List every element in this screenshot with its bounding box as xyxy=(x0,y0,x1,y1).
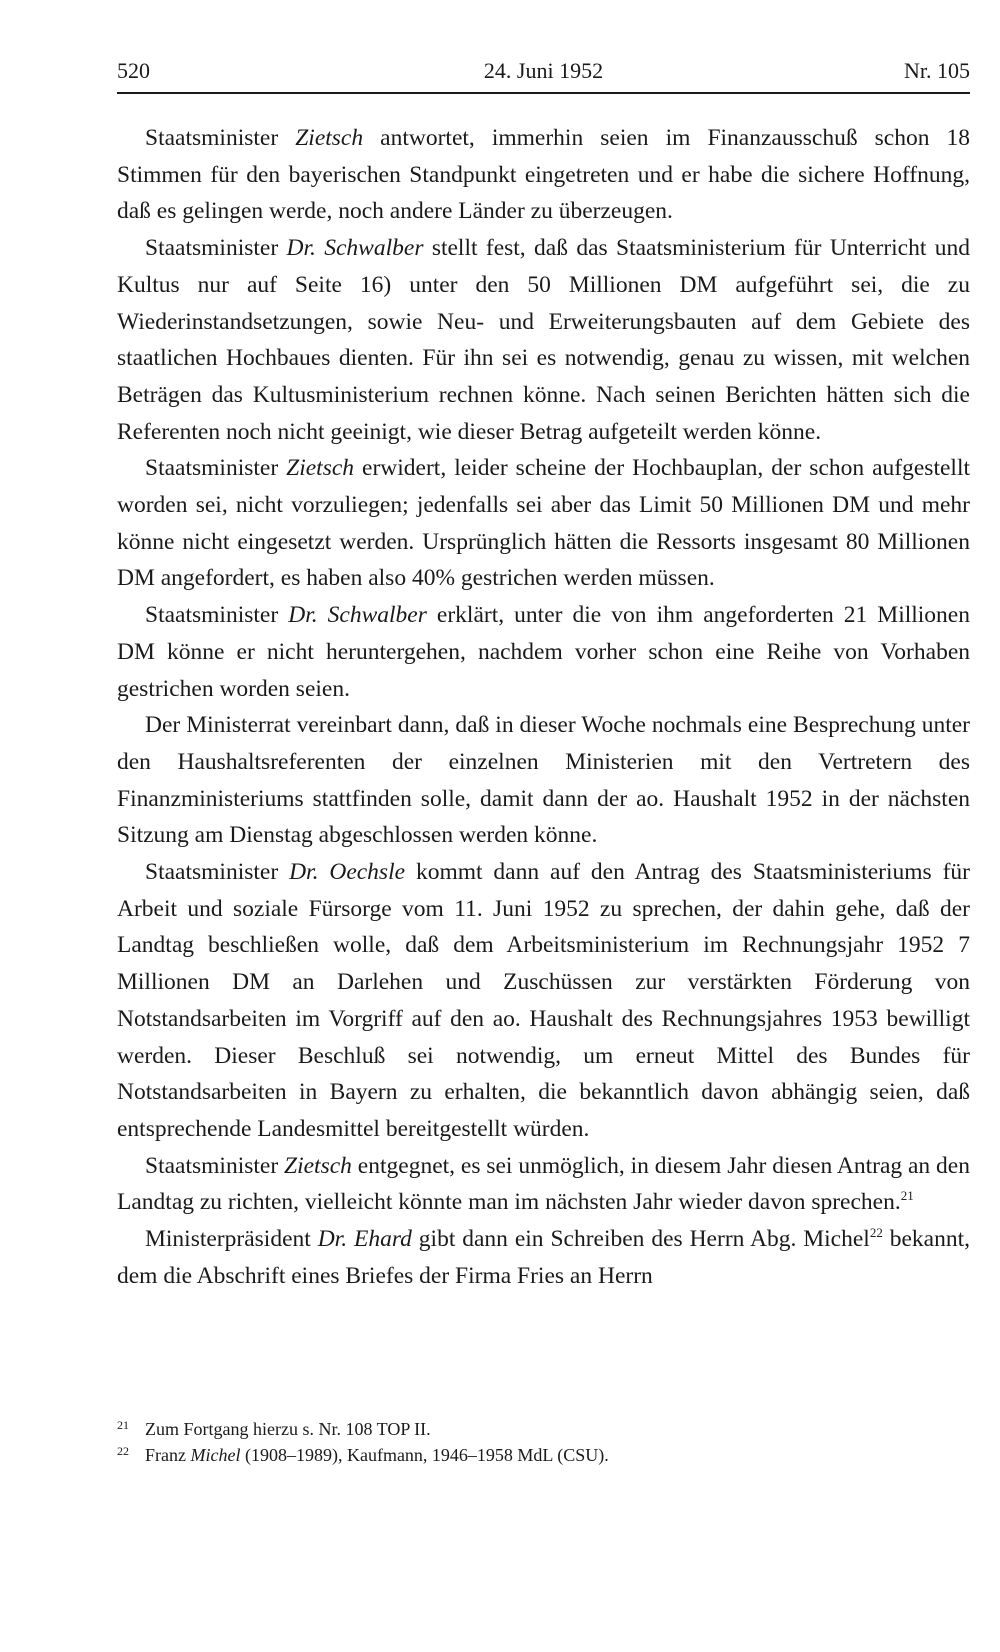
footnote-ref: 21 xyxy=(900,1188,914,1204)
footnote-text: Zum Fortgang hierzu s. Nr. 108 TOP II. xyxy=(145,1419,431,1439)
document-number: Nr. 105 xyxy=(904,58,970,83)
page-number: 520 xyxy=(117,58,150,83)
paragraph: Ministerpräsident Dr. Ehard gibt dann ein Schreiben des Herrn Abg. Michel$^{22}$ bekannt, dem die Abschrift eines Briefes der Firma Fries an Herrn xyxy=(117,1225,971,1289)
footnote xyxy=(117,1416,970,1442)
paragraph: Der Ministerrat vereinbart dann, daß in dieser Woche nochmals eine Besprechung unter den Haushaltsreferenten der einzelnen Ministerien mit den Vertretern des Finanzministeriums stattfinden solle, damit dann der ao. Haushalt 1952 in der nächsten Sitzung am Dienstag abgeschlossen werden könne. xyxy=(117,712,970,849)
paragraph: Staatsminister Zietsch entgegnet, es sei unmöglich, in diesem Jahr diesen Antrag an den Landtag zu richten, vielleicht könnte man im nächsten Jahr wieder davon sprechen.$^{21}$ xyxy=(117,1152,970,1216)
body-text xyxy=(117,120,970,1295)
speaker-name: Zietsch xyxy=(286,455,355,482)
header-date: 24. Juni 1952 xyxy=(483,58,604,83)
paragraph: Staatsminister Zietsch erwidert, leider scheine der Hochbauplan, der schon aufgestellt worden sei, nicht vorzuliegen; jedenfalls sei aber das Limit 50 Millionen DM und mehr könne nicht eingesetzt werden. Ursprünglich hätten die Ressorts insgesamt 80 Millionen DM angefordert, es haben also 40% gestrichen werden müssen. xyxy=(117,455,971,592)
paragraph: Staatsminister Zietsch antwortet, immerhin seien im Finanzausschuß schon 18 Stimmen für den bayerischen Standpunkt eingetreten und er habe die sichere Hoffnung, daß es gelingen werde, noch andere Länder zu überzeugen. xyxy=(117,125,971,225)
footnote xyxy=(117,1442,970,1468)
footnote-number: 22 xyxy=(117,1444,129,1458)
footnote-text: Franz Michel (1908–1989), Kaufmann, 1946–1958 MdL (CSU). xyxy=(145,1445,609,1465)
paragraph: Staatsminister Dr. Schwalber erklärt, unter die von ihm angeforderten 21 Millionen DM könne er nicht heruntergehen, nachdem vorher schon eine Reihe von Vorhaben gestrichen worden seien. xyxy=(117,602,970,702)
speaker-name: Zietsch xyxy=(284,1152,352,1179)
speaker-name: Zietsch xyxy=(295,125,364,151)
footnote-ref: 22 xyxy=(869,1225,883,1241)
speaker-name: Dr. Schwalber xyxy=(288,602,427,629)
speaker-name: Dr. Ehard xyxy=(317,1226,412,1253)
speaker-name: Dr. Schwalber xyxy=(286,235,424,262)
speaker-name: Dr. Oechsle xyxy=(289,859,406,886)
running-header xyxy=(117,56,970,94)
paragraph: Staatsminister Dr. Oechsle kommt dann auf den Antrag des Staatsministeriums für Arbeit und soziale Fürsorge vom 11. Juni 1952 zu sprechen, der dahin gehe, daß der Landtag beschließen wolle, daß dem Arbeitsministerium im Rechnungsjahr 1952 7 Millionen DM an Darlehen und Zuschüssen zur verstärkten Förderung von Notstandsarbeiten im Vorgriff auf den ao. Haushalt des Rechnungsjahres 1953 bewilligt werden. Dieser Beschluß sei notwendig, um erneut Mittel des Bundes für Notstandsarbeiten in Bayern zu erhalten, die bekanntlich davon abhängig seien, daß entsprechende Landesmittel bereitgestellt würden. xyxy=(117,859,971,1142)
footnote-number: 21 xyxy=(117,1418,129,1432)
person-name: Michel xyxy=(190,1445,241,1465)
paragraph: Staatsminister Dr. Schwalber stellt fest, daß das Staatsministerium für Unterricht und Kultus nur auf Seite 16) unter den 50 Millionen DM aufgeführt sei, die zu Wiederinstandsetzungen, sowie Neu- und Erweiterungsbauten auf dem Gebiete des staatlichen Hochbaues dienten. Für ihn sei es notwendig, genau zu wissen, mit welchen Beträgen das Kultusministerium rechnen könne. Nach seinen Berichten hätten sich die Referenten noch nicht geeinigt, wie dieser Betrag aufgeteilt werden könne. xyxy=(117,235,970,445)
footnotes xyxy=(117,1416,970,1468)
